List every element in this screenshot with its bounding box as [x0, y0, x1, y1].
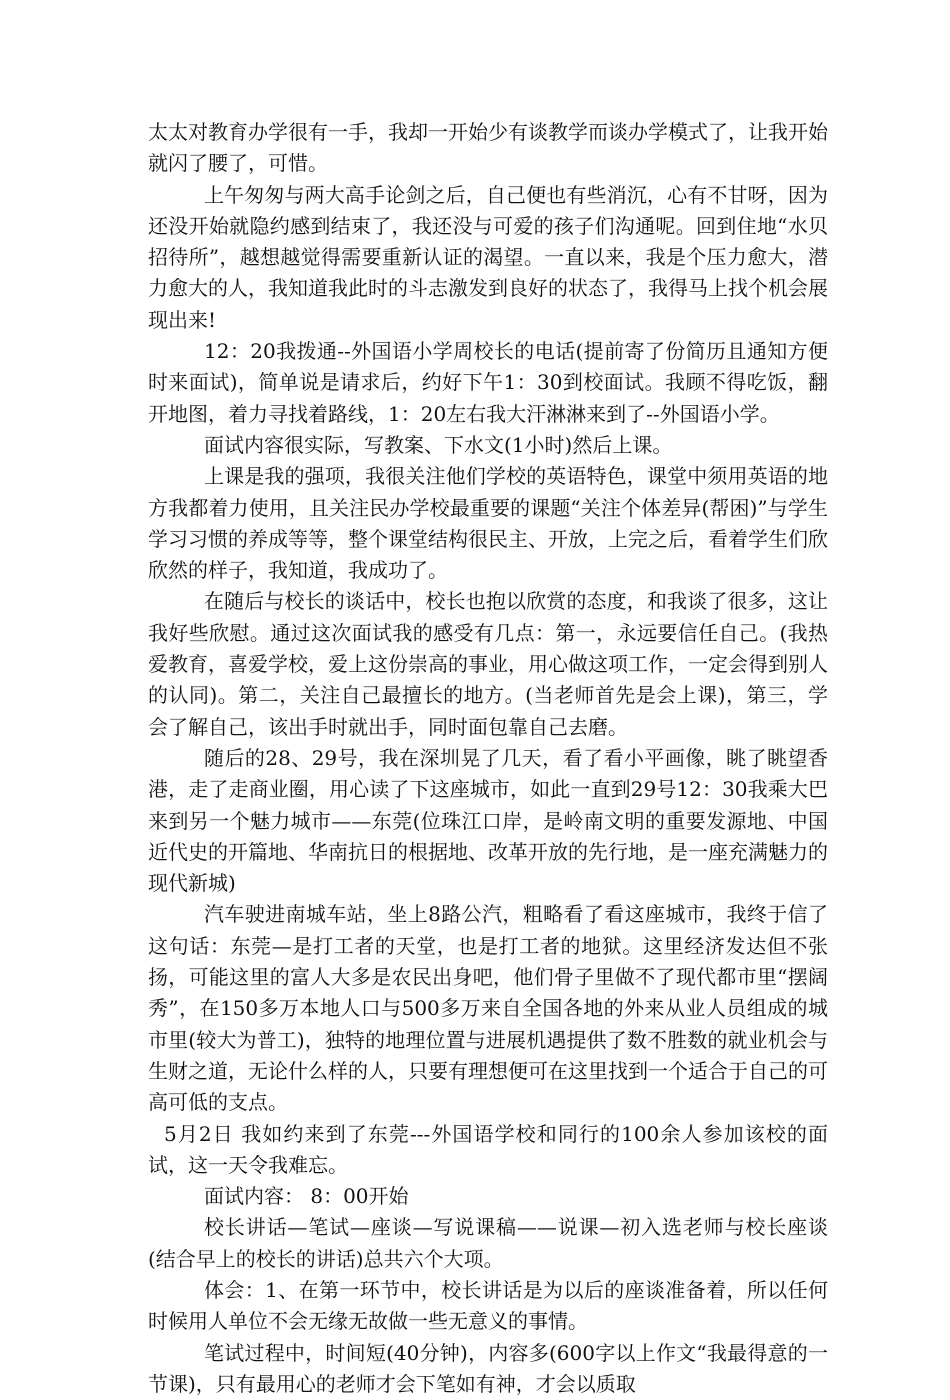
paragraph-8: 汽车驶进南城车站，坐上8路公汽，粗略看了看这座城市，我终于信了这句话：东莞—是打工者的天堂，也是打工者的地狱。这里经济发达但不张扬，可能这里的富人大多是农民出身吧，他们骨子里做不了现代都市里“摆阔秀”，在150多万本地人口与500多万来自全国各地的外来从业人员组成的城市里(较大为普工)，独特的地理位置与进展机遇提供了数不胜数的就业机会与生财之道，无论什么样的人，只要有理想便可在这里找到一个适合于自己的可高可低的支点。	[148, 902, 828, 1115]
paragraph-7: 随后的28、29号，我在深圳晃了几天，看了看小平画像，眺了眺望香港，走了走商业圈，用心读了下这座城市，如此一直到29号12：30我乘大巴来到另一个魅力城市——东莞(位珠江口岸，是岭南文明的重要发源地、中国近代史的开篇地、华南抗日的根据地、改革开放的先行地，是一座充满魅力的现代新城)	[148, 745, 828, 896]
paragraph-2: 上午匆匆与两大高手论剑之后，自己便也有些消沉，心有不甘呀，因为还没开始就隐约感到结束了，我还没与可爱的孩子们沟通呢。回到住地“水贝招待所”，越想越觉得需要重新认证的渴望。一直以来，我是个压力愈大，潜力愈大的人，我知道我此时的斗志激发到良好的状态了，我得马上找个机会展现出来!	[148, 182, 828, 332]
paragraph-9: 5月2日 我如约来到了东莞---外国语学校和同行的100余人参加该校的面试，这一天令我难忘。	[148, 1121, 828, 1177]
paragraph-11: 校长讲话—笔试—座谈—写说课稿——说课—初入选老师与校长座谈(结合早上的校长的讲话)总共六个大项。	[148, 1215, 828, 1271]
paragraph-3: 12：20我拨通--外国语小学周校长的电话(提前寄了份简历且通知方便时来面试)，简单说是请求后，约好下午1：30到校面试。我顾不得吃饭，翻开地图，着力寻找着路线，1：20左右我大汗淋淋来到了--外国语小学。	[148, 339, 828, 426]
paragraph-5: 上课是我的强项，我很关注他们学校的英语特色，课堂中须用英语的地方我都着力使用，且关注民办学校最重要的课题“关注个体差异(帮困)”与学生学习习惯的养成等等，整个课堂结构很民主、开放，上完之后，看着学生们欣欣然的样子，我知道，我成功了。	[148, 464, 828, 583]
paragraph-4: 面试内容很实际，写教案、下水文(1小时)然后上课。	[204, 432, 673, 457]
paragraph-6: 在随后与校长的谈话中，校长也抱以欣赏的态度，和我谈了很多，这让我好些欣慰。通过这次面试我的感受有几点：第一，永远要信任自己。(我热爱教育，喜爱学校，爱上这份崇高的事业，用心做这项工作，一定会得到别人的认同)。第二，关注自己最擅长的地方。(当老师首先是会上课)，第三，学会了解自己，该出手时就出手，同时面包靠自己去磨。	[148, 589, 828, 739]
paragraph-1: 太太对教育办学很有一手，我却一开始少有谈教学而谈办学模式了，让我开始就闪了腰了，可惜。	[148, 120, 828, 176]
paragraph-12: 体会：1、在第一环节中，校长讲话是为以后的座谈准备着，所以任何时候用人单位不会无缘无故做一些无意义的事情。	[148, 1277, 828, 1334]
paragraph-13: 笔试过程中，时间短(40分钟)，内容多(600字以上作文“我最得意的一节课)，只有最用心的老师才会下笔如有神，才会以质取	[148, 1340, 828, 1396]
paragraph-10: 面试内容： 8：00开始	[204, 1184, 409, 1209]
document-body	[148, 117, 828, 1400]
